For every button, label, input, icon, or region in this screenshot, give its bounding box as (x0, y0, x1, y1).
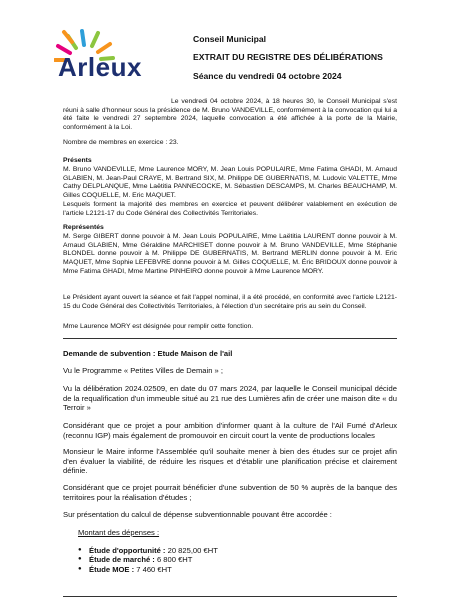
president-paragraph: Le Président ayant ouvert la séance et fait l'appel nominal, il a été procédé, en conformité avec l'article L2121-15 du Code Général des Collectivités Territoriales, à l'élection d'un secrétaire pris au sein du Conseil. (63, 294, 397, 310)
footer-divider (63, 596, 397, 597)
intro-paragraph: Le vendredi 04 octobre 2024, à 18 heures 30, le Conseil Municipal s'est réuni à salle d'honneur sous la présidence de M. Bruno VANDEVILLE, conformément à la convocation qui lui a été faite le vendredi 27 septembre 2024, laquelle convocation a été affichée à la porte de la Mairie, conformément à la Loi. (63, 98, 397, 132)
representes-list: M. Serge GIBERT donne pouvoir à M. Jean Louis POPULAIRE, Mme Laëtitia LAURENT donne pouvoir à M. Arnaud GLABIEN, Mme Géraldine MARCHISET donne pouvoir à M. Bruno VANDEVILLE, Mme Stéphanie BLONDEL donne pouvoir à M. Philippe DE GUBERNATIS, M. Bertrand MERLIN donne pouvoir à M. Eric MAQUET, Mme Sophie LEFEBVRE donne pouvoir à M. Gilles COQUELLE, M. Éric BRIDOUX donne pouvoir à Mme Fatima GHADI, Mme Martine PINHEIRO donne pouvoir à Mme Laurence MORY. (63, 233, 397, 275)
expense-item: ● Étude de marché : 6 800 €HT (78, 555, 218, 564)
logo-text: Arleux (58, 52, 142, 82)
vu-deliberation: Vu la délibération 2024.02509, en date du 07 mars 2024, par laquelle le Conseil municipal décide de la requalification d'un immeuble situé au 21 rue des Lumières afin de créer une maison dite « du Terroir » (63, 384, 397, 413)
montant-depenses: Montant des dépenses : (78, 528, 160, 537)
header-extrait: EXTRAIT DU REGISTRE DES DÉLIBÉRATIONS (193, 52, 383, 62)
expense-item: ● Étude MOE : 7 460 €HT (78, 565, 218, 574)
section-divider (63, 338, 397, 339)
document-header (193, 33, 383, 89)
presentation-calcul: Sur présentation du calcul de dépense subventionnable pouvant être accordée : (63, 510, 332, 519)
monsieur-le-maire: Monsieur le Maire informe l'Assemblée qu'il souhaite mener à bien des études sur ce projet afin d'en évaluer la viabilité, de réduire les risques et d'établir une planification précise et clairement définie. (63, 447, 397, 476)
considerant-subvention: Considérant que ce projet pourrait bénéficier d'une subvention de 50 % auprès de la banque des territoires pour la réalisation d'études ; (63, 483, 397, 502)
considerant-culture: Considérant que ce projet a pour ambition d'informer quant à la culture de l'Ail Fumé d'Arleux (reconnu IGP) mais également de promouvoir en circuit court la vente de productions locales (63, 421, 397, 440)
header-seance: Séance du vendredi 04 octobre 2024 (193, 71, 342, 81)
expenses-list (78, 546, 218, 574)
vu-programme: Vu le Programme « Petites Villes de Demain » ; (63, 366, 223, 375)
header-conseil: Conseil Municipal (193, 34, 267, 44)
members-count: Nombre de membres en exercice : 23. (63, 139, 179, 146)
secretary-paragraph: Mme Laurence MORY est désignée pour remplir cette fonction. (63, 323, 254, 330)
presents-title: Présents (63, 157, 92, 164)
presents-list: M. Bruno VANDEVILLE, Mme Laurence MORY, M. Jean Louis POPULAIRE, Mme Fatima GHADI, M. Arnaud GLABIEN, M. Jean-Paul CRAYE, M. Bertrand SIX, M. Philippe DE GUBERNATIS, M. Ludovic VALETTE, Mme Cathy DELPLANQUE, Mme Laëtitia PANNECOCKE, M. Sébastien DESCAMPS, M. Charles BEAUCHAMP, M. Gilles COQUELLE, M. Eric MAQUET. (63, 166, 397, 200)
representes-title: Représentés (63, 224, 104, 231)
subject-title: Demande de subvention : Etude Maison de l'ail (63, 349, 233, 358)
expense-item: ● Étude d'opportunité : 20 825,00 €HT (78, 546, 218, 555)
majority-paragraph: Lesquels forment la majorité des membres en exercice et peuvent délibérer valablement en exécution de l'article L2121-17 du Code Général des Collectivités Territoriales. (63, 201, 397, 217)
